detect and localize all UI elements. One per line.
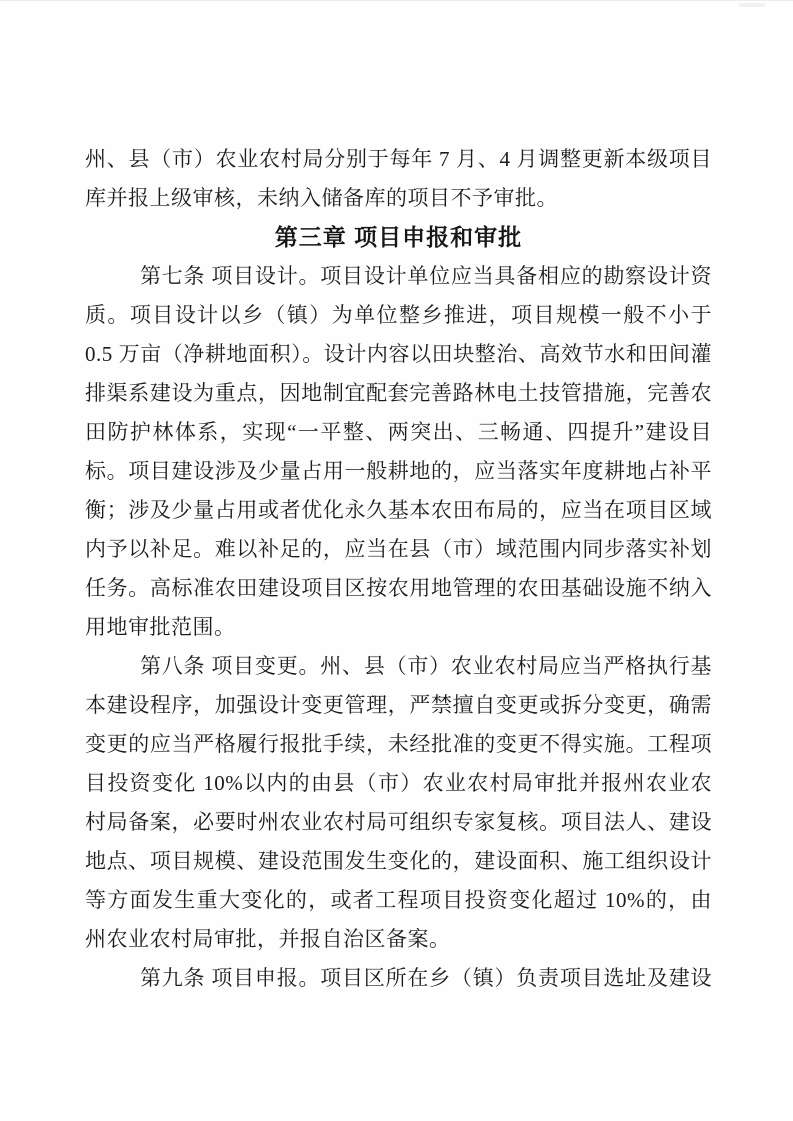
scan-smudge-artifact	[739, 3, 765, 7]
text-line: 标。项目建设涉及少量占用一般耕地的，应当落实年度耕地占补平	[85, 459, 712, 483]
text-line: 变更的应当严格履行报批手续，未经批准的变更不得实施。工程项	[85, 732, 712, 756]
text-line: 质。项目设计以乡（镇）为单位整乡推进，项目规模一般不小于	[85, 303, 712, 327]
text-line: 排渠系建设为重点，因地制宜配套完善路林电土技管措施，完善农	[85, 381, 712, 405]
text-line: 州农业农村局审批，并报自治区备案。	[85, 927, 451, 951]
text-line: 第九条 项目申报。项目区所在乡（镇）负责项目选址及建设	[140, 966, 712, 990]
text-line: 0.5 万亩（净耕地面积）。设计内容以田块整治、高效节水和田间灌	[85, 342, 712, 366]
text-line: 任务。高标准农田建设项目区按农用地管理的农田基础设施不纳入	[85, 576, 712, 600]
page-body	[85, 140, 712, 998]
text-line: 衡；涉及少量占用或者优化永久基本农田布局的，应当在项目区域	[85, 498, 712, 522]
text-line: 库并报上级审核，未纳入储备库的项目不予审批。	[85, 186, 558, 210]
text-line: 州、县（市）农业农村局分别于每年 7 月、4 月调整更新本级项目	[85, 147, 712, 171]
chapter-heading: 第三章 项目申报和审批	[274, 224, 523, 250]
scan-edge-artifact	[0, 0, 793, 1]
text-line: 第八条 项目变更。州、县（市）农业农村局应当严格执行基	[140, 654, 712, 678]
text-line: 目投资变化 10%以内的由县（市）农业农村局审批并报州农业农	[85, 771, 712, 795]
text-line: 本建设程序，加强设计变更管理，严禁擅自变更或拆分变更，确需	[85, 693, 712, 717]
text-line: 等方面发生重大变化的，或者工程项目投资变化超过 10%的，由	[85, 888, 712, 912]
text-line: 村局备案，必要时州农业农村局可组织专家复核。项目法人、建设	[85, 810, 712, 834]
text-line: 第七条 项目设计。项目设计单位应当具备相应的勘察设计资	[140, 264, 712, 288]
text-line: 地点、项目规模、建设范围发生变化的，建设面积、施工组织设计	[85, 849, 712, 873]
text-line: 用地审批范围。	[85, 615, 236, 639]
text-line: 内予以补足。难以补足的，应当在县（市）域范围内同步落实补划	[85, 537, 712, 561]
text-line: 田防护林体系，实现“一平整、两突出、三畅通、四提升”建设目	[85, 420, 712, 444]
